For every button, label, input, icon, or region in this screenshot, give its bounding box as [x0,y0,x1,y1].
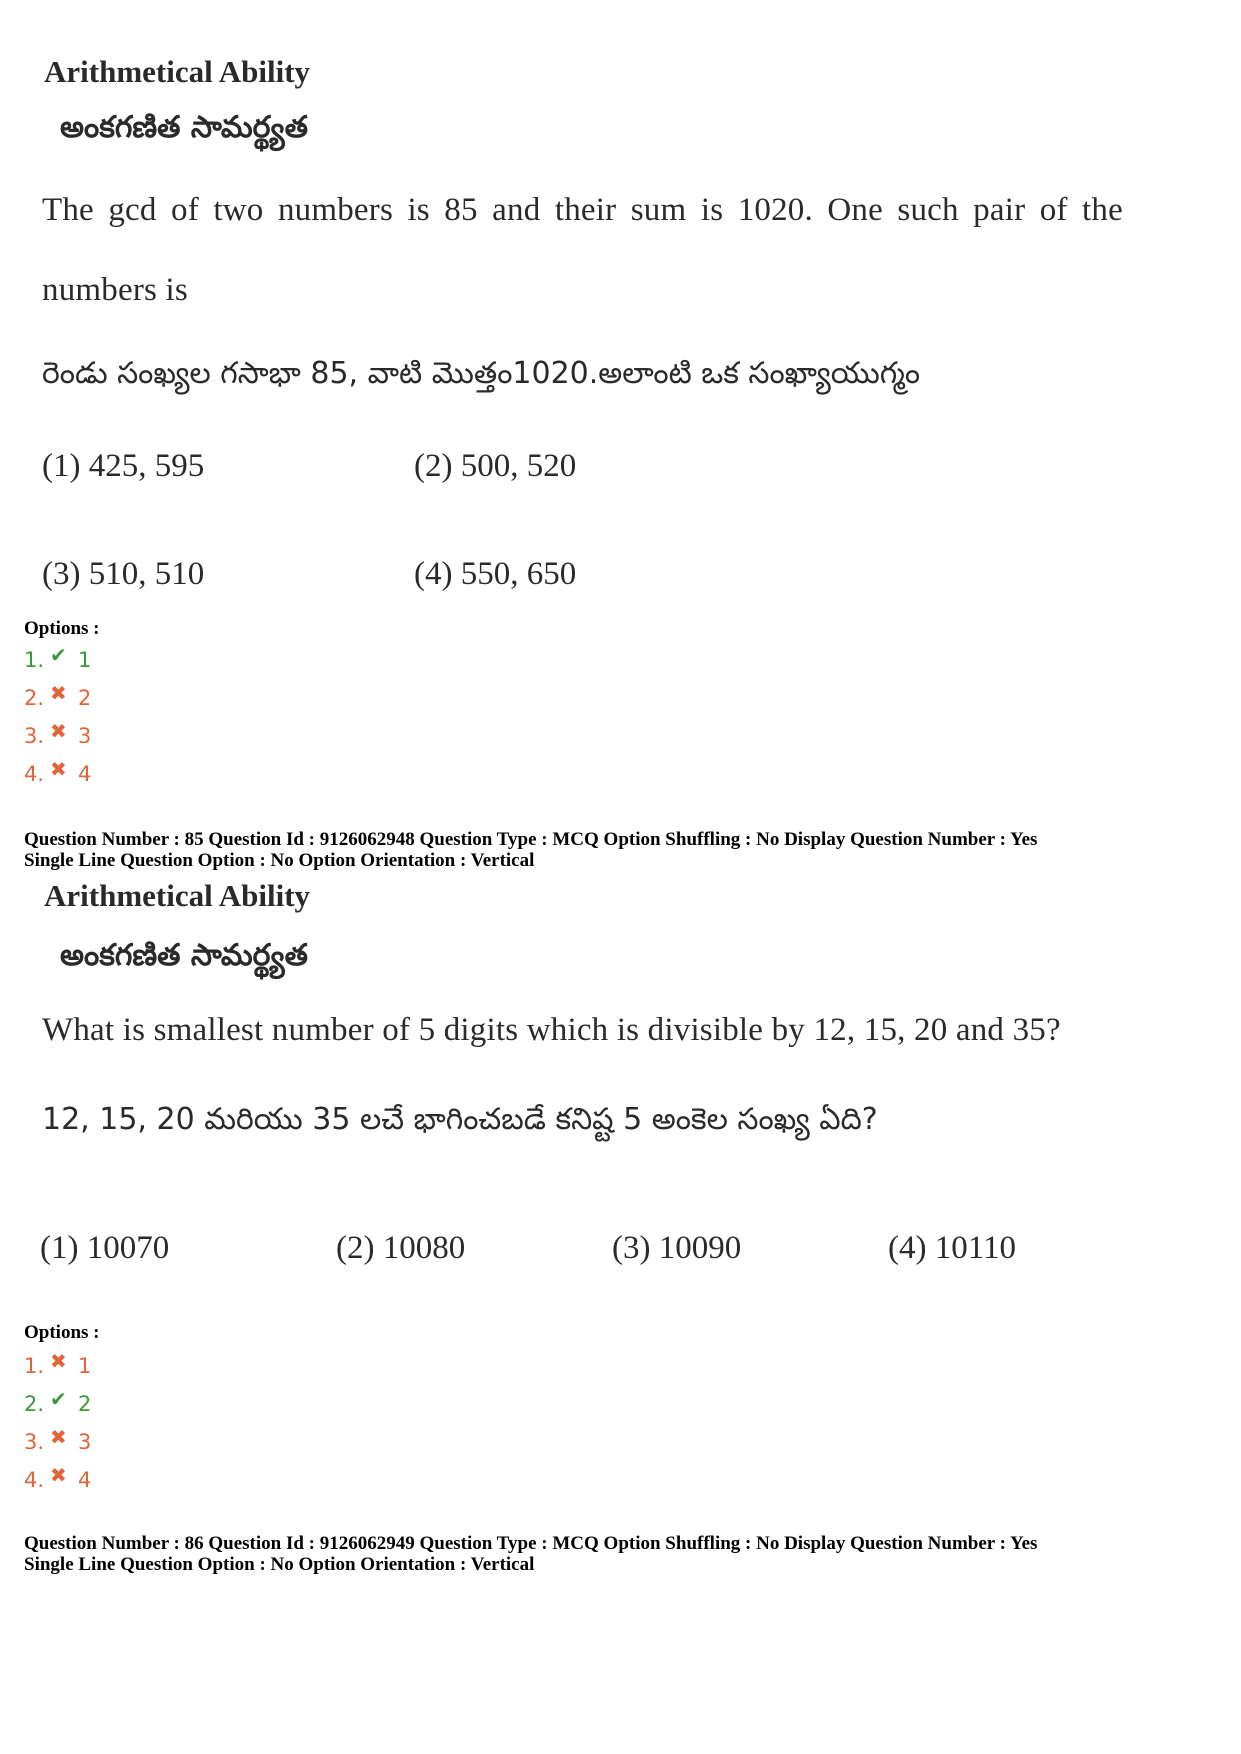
option-value: 4 [78,1468,92,1492]
option-number: 4. [24,762,45,786]
option-number: 2. [24,686,45,710]
question-text-line1: The gcd of two numbers is 85 and their sum is 1020. One such pair of the [42,192,1123,228]
option-value: 1 [78,648,92,672]
subject-heading-telugu: అంకగణిత సామర్థ్యత [60,110,308,145]
option-number: 1. [24,648,45,672]
option-value: 4 [78,762,92,786]
choice-4: (4) 10110 [888,1230,1017,1266]
question-text-telugu: 12, 15, 20 మరియు 35 లచే భాగించబడే కనిష్ట 5 అంకెల సంఖ్య ఏది? [42,1102,878,1137]
option-value: 2 [78,686,92,710]
check-icon: ✔ [50,1387,67,1411]
option-row [24,1463,92,1492]
cross-icon: ✖ [50,757,67,781]
choice-4: (4) 550, 650 [414,556,577,592]
question-meta-line1: Question Number : 86 Question Id : 9126062949 Question Type : MCQ Option Shuffling : No Display Question Number : Yes [24,1533,1038,1554]
option-row [24,1425,92,1454]
option-number: 3. [24,1430,45,1454]
choice-1: (1) 425, 595 [42,448,205,484]
option-number: 2. [24,1392,45,1416]
option-number: 1. [24,1354,45,1378]
cross-icon: ✖ [50,719,67,743]
question-meta [24,1533,1037,1575]
subject-heading: Arithmetical Ability [44,878,311,913]
cross-icon: ✖ [50,1349,67,1373]
option-row [24,719,92,748]
option-row [24,681,92,710]
check-icon: ✔ [50,643,67,667]
options-label: Options : [24,1322,100,1343]
options-label: Options : [24,618,100,639]
option-number: 3. [24,724,45,748]
option-value: 1 [78,1354,92,1378]
question-meta-line2: Single Line Question Option : No Option Orientation : Vertical [24,850,535,871]
question-text-line1: What is smallest number of 5 digits which is divisible by 12, 15, 20 and 35? [42,1012,1061,1048]
option-row [24,643,92,672]
question-text-telugu: రెండు సంఖ్యల గసాభా 85, వాటి మొత్తం1020.అలాంటి ఒక సంఖ్యాయుగ్మం [42,356,921,391]
choice-2: (2) 500, 520 [414,448,577,484]
question-meta-line2: Single Line Question Option : No Option Orientation : Vertical [24,1554,535,1575]
option-value: 3 [78,1430,92,1454]
choice-2: (2) 10080 [336,1230,466,1266]
option-value: 3 [78,724,92,748]
question-meta-line1: Question Number : 85 Question Id : 9126062948 Question Type : MCQ Option Shuffling : No Display Question Number : Yes [24,829,1038,850]
choice-1: (1) 10070 [40,1230,170,1266]
option-row [24,1387,92,1416]
subject-heading-telugu: అంకగణిత సామర్థ్యత [60,938,308,973]
question-text-line2: numbers is [42,272,188,308]
option-row [24,1349,92,1378]
option-value: 2 [78,1392,92,1416]
cross-icon: ✖ [50,1425,67,1449]
cross-icon: ✖ [50,1463,67,1487]
choice-3: (3) 510, 510 [42,556,205,592]
subject-heading: Arithmetical Ability [44,54,311,89]
option-row [24,757,92,786]
cross-icon: ✖ [50,681,67,705]
option-number: 4. [24,1468,45,1492]
question-meta [24,829,1037,871]
choice-3: (3) 10090 [612,1230,742,1266]
